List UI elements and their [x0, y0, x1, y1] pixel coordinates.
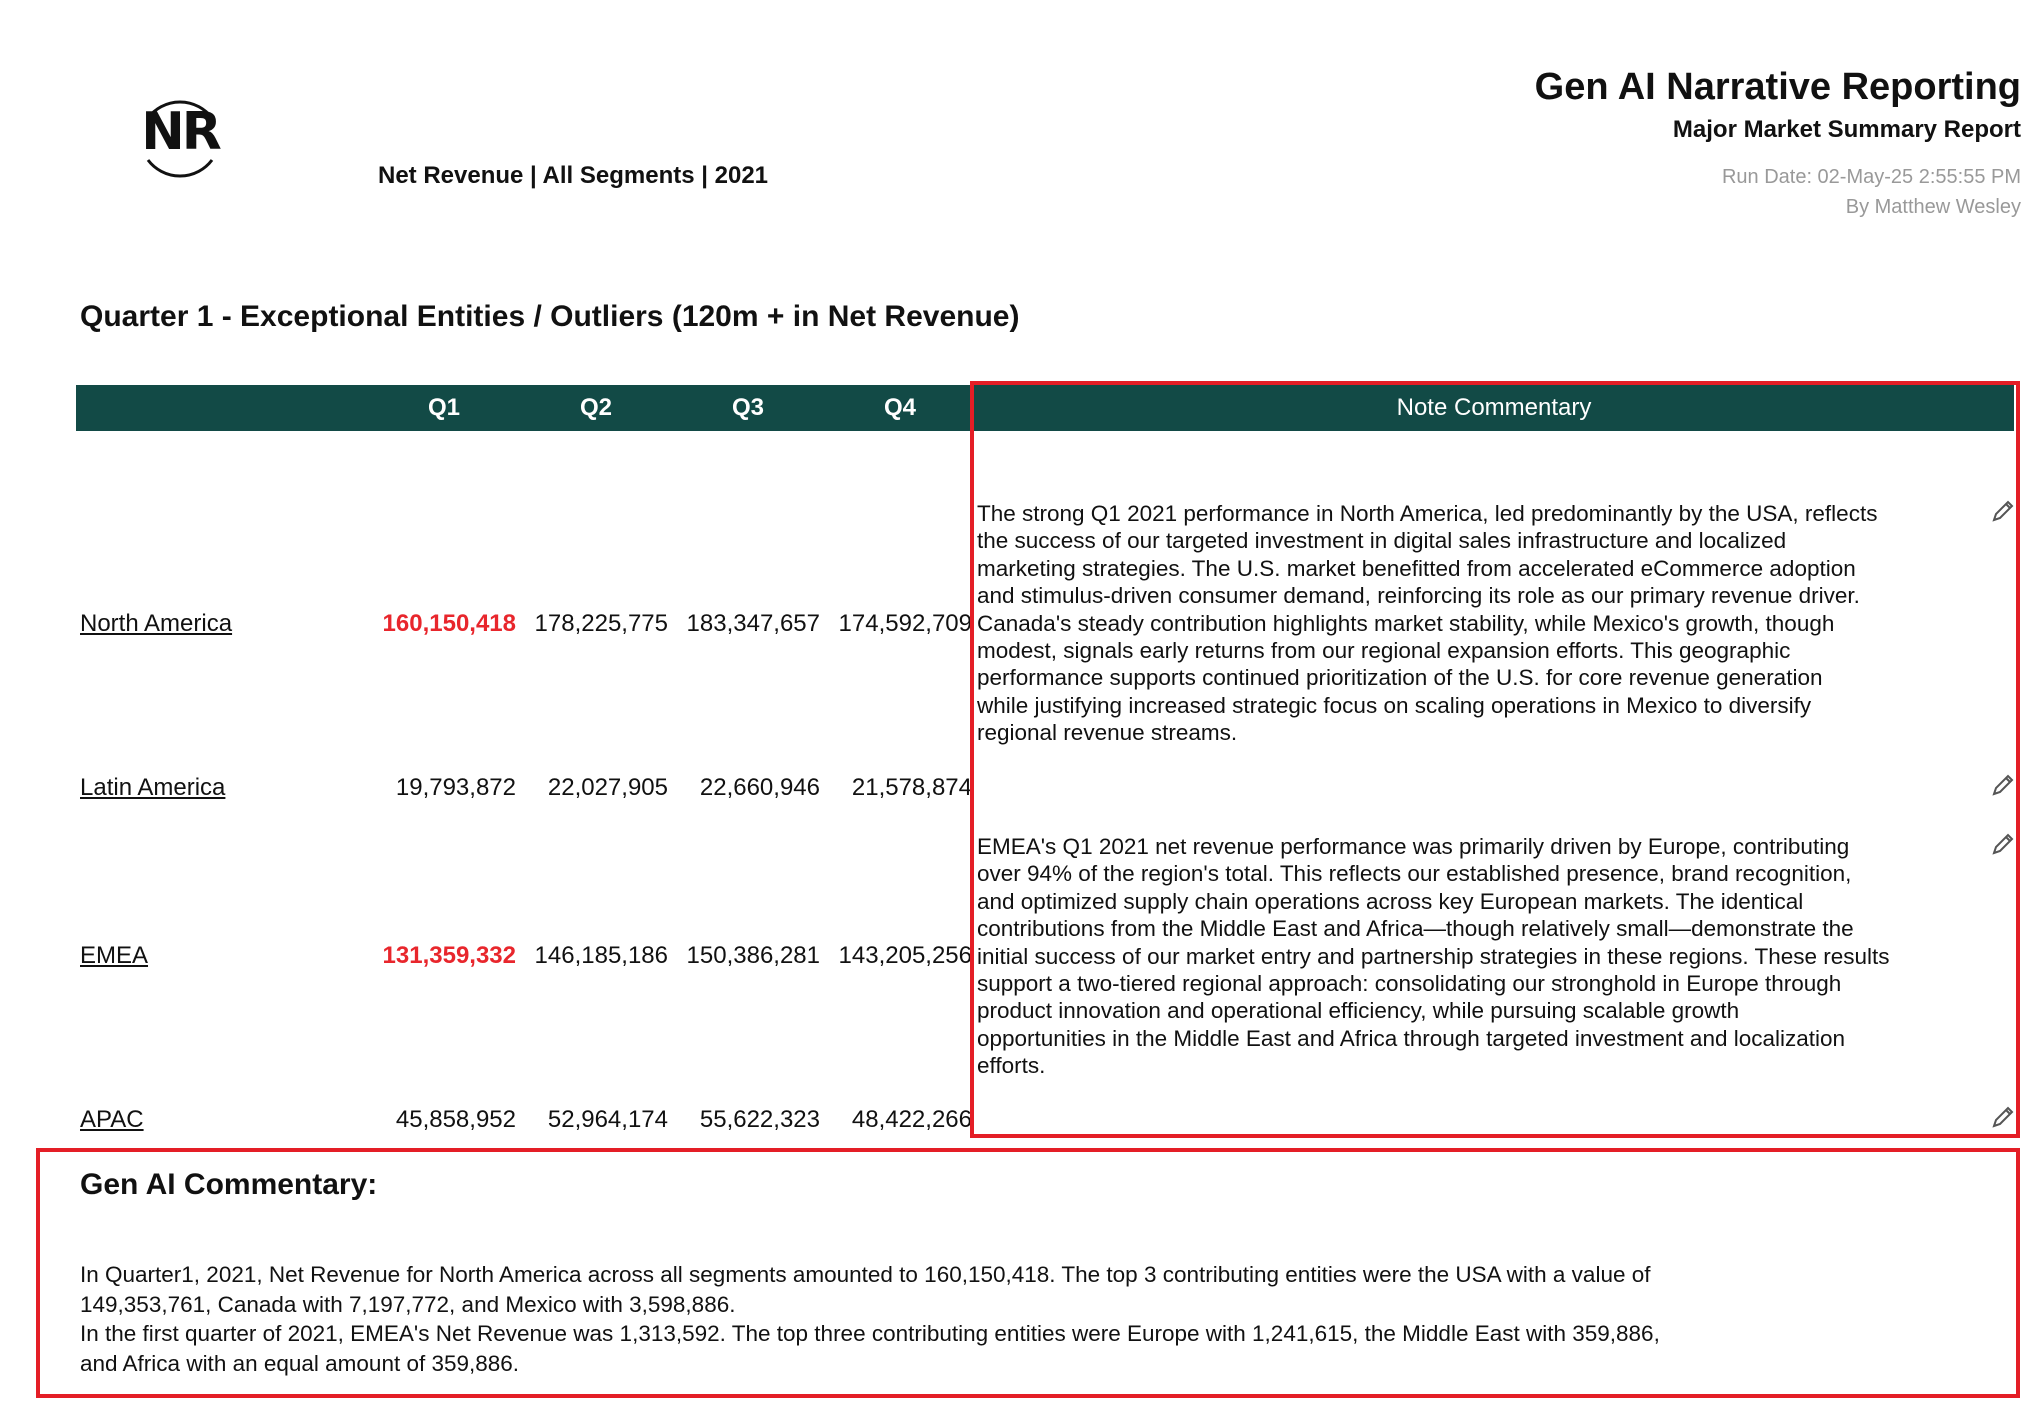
value-q2: 146,185,186 [534, 942, 668, 969]
highlight-box-note-commentary [970, 381, 2020, 1138]
section-title: Quarter 1 - Exceptional Entities / Outliers (120m + in Net Revenue) [80, 300, 1020, 333]
value-q3: 22,660,946 [699, 774, 820, 801]
value-q3: 150,386,281 [686, 942, 820, 969]
note-line: opportunities in the Middle East and Africa through targeted investment and localization [977, 1025, 1846, 1051]
column-header-note-commentary: Note Commentary [1396, 394, 1592, 421]
note-line: contributions from the Middle East and Africa—though relatively small—demonstrate the [977, 916, 1854, 942]
logo-text: NR [141, 102, 219, 162]
column-header-q1: Q1 [427, 394, 460, 421]
note-line: performance supports continued prioritization of the U.S. for core revenue generation [977, 665, 1823, 691]
value-q1-outlier: 160,150,418 [382, 610, 516, 637]
value-q3: 55,622,323 [699, 1106, 820, 1133]
value-q2: 52,964,174 [547, 1106, 668, 1133]
run-date: Run Date: 02-May-25 2:55:55 PM [1721, 166, 2021, 188]
note-line: initial success of our market entry and partnership strategies in these regions. These results [977, 943, 1890, 969]
report-name: Major Market Summary Report [1672, 116, 2021, 143]
value-q3: 183,347,657 [686, 610, 820, 637]
note-line: marketing strategies. The U.S. market benefitted from accelerated eCommerce adoption [977, 555, 1856, 581]
value-q2: 178,225,775 [534, 610, 668, 637]
note-line: and stimulus-driven consumer demand, reinforcing its role as our primary revenue driver. [977, 583, 1860, 609]
value-q1-outlier: 131,359,332 [382, 942, 516, 969]
note-line: modest, signals early returns from our regional expansion efforts. This geographic [977, 638, 1791, 664]
note-line: Canada's steady contribution highlights market stability, while Mexico's growth, though [977, 610, 1835, 636]
value-q4: 48,422,266 [851, 1106, 972, 1133]
note-line: EMEA's Q1 2021 net revenue performance was primarily driven by Europe, contributing [977, 834, 1850, 859]
value-q2: 22,027,905 [547, 774, 668, 801]
entity-link-latin-america[interactable]: Latin America [80, 774, 226, 801]
note-line: regional revenue streams. [977, 720, 1238, 746]
note-line: The strong Q1 2021 performance in North America, led predominantly by the USA, reflects [977, 501, 1878, 526]
column-header-q3: Q3 [731, 394, 764, 421]
column-header-q2: Q2 [579, 394, 612, 421]
ai-commentary-line: In the first quarter of 2021, EMEA's Net Revenue was 1,313,592. The top three contributing entities were Europe with 1,241,615, the Middle East with 359,886, [80, 1321, 1660, 1346]
note-line: while justifying increased strategic focus on scaling operations in Mexico to diversify [977, 692, 1812, 718]
value-q1: 19,793,872 [395, 774, 516, 801]
ai-commentary-text [80, 1260, 1840, 1378]
value-q4: 21,578,874 [851, 774, 972, 801]
value-q4: 143,205,256 [838, 942, 972, 969]
column-header-q4: Q4 [883, 394, 916, 421]
note-line: product innovation and operational efficiency, while pursuing scalable growth [977, 998, 1740, 1024]
value-q4: 174,592,709 [838, 610, 972, 637]
author-line: By Matthew Wesley [1845, 196, 2021, 218]
ai-commentary-title: Gen AI Commentary: [80, 1168, 378, 1201]
note-line: support a two-tiered regional approach: consolidating our stronghold in Europe through [977, 971, 1842, 997]
entity-link-emea[interactable]: EMEA [80, 942, 149, 969]
note-line: over 94% of the region's total. This reflects our established presence, brand recognition, [977, 861, 1852, 887]
note-line: the success of our targeted investment in digital sales infrastructure and localized [977, 528, 1787, 554]
value-q1: 45,858,952 [395, 1106, 516, 1133]
nr-logo-icon [130, 88, 230, 188]
note-line: and optimized supply chain operations across key European markets. The identical [977, 888, 1804, 914]
ai-commentary-line: and Africa with an equal amount of 359,886. [80, 1350, 520, 1376]
ai-commentary-line: In Quarter1, 2021, Net Revenue for North America across all segments amounted to 160,150,418. The top 3 contributing entities were the USA with a value of [80, 1262, 1651, 1287]
ai-commentary-line: 149,353,761, Canada with 7,197,772, and Mexico with 3,598,886. [80, 1291, 736, 1317]
entity-link-apac[interactable]: APAC [80, 1106, 144, 1133]
note-line: efforts. [977, 1053, 1046, 1079]
entity-link-north-america[interactable]: North America [80, 610, 233, 637]
app-title: Gen AI Narrative Reporting [1534, 66, 2021, 108]
report-subtitle: Net Revenue | All Segments | 2021 [378, 162, 769, 189]
